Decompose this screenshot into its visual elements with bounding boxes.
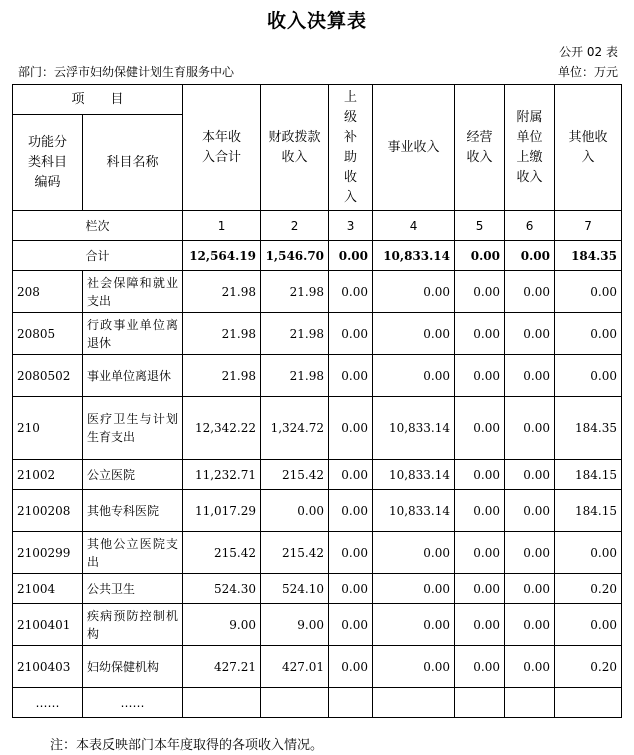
row-value: 0.00 <box>555 313 622 355</box>
row-value: 10,833.14 <box>373 460 455 490</box>
total-label: 合计 <box>13 241 183 271</box>
col-header-operating-text: 经营收入 <box>466 129 493 165</box>
row-name: 公立医院 <box>83 460 183 490</box>
total-cell: 0.00 <box>455 241 505 271</box>
row-value: 0.00 <box>505 397 555 460</box>
row-value: 0.20 <box>555 574 622 604</box>
income-table <box>12 84 622 718</box>
row-value: 0.00 <box>555 271 622 313</box>
seq-cell: 5 <box>455 211 505 241</box>
col-header-other-text: 其他收入 <box>568 129 608 165</box>
col-header-fiscal <box>261 85 329 211</box>
row-value: 0.20 <box>555 646 622 688</box>
row-value: 0.00 <box>505 460 555 490</box>
row-value: 21.98 <box>183 271 261 313</box>
form-code: 公开 02 表 <box>559 45 618 59</box>
empty-cell <box>505 688 555 718</box>
row-value: 524.10 <box>261 574 329 604</box>
row-name: 社会保障和就业支出 <box>83 271 183 313</box>
total-cell: 12,564.19 <box>183 241 261 271</box>
row-value: 11,017.29 <box>183 490 261 532</box>
row-value: 0.00 <box>373 355 455 397</box>
row-value: 184.35 <box>555 397 622 460</box>
row-value: 0.00 <box>505 646 555 688</box>
row-value: 0.00 <box>329 532 373 574</box>
row-value: 0.00 <box>505 574 555 604</box>
row-value: 0.00 <box>329 490 373 532</box>
row-name: 其他公立医院支出 <box>83 532 183 574</box>
row-value: 0.00 <box>329 313 373 355</box>
seq-cell: 6 <box>505 211 555 241</box>
row-value: 0.00 <box>505 490 555 532</box>
row-value: 9.00 <box>261 604 329 646</box>
row-code: 208 <box>13 271 83 313</box>
row-value: 0.00 <box>505 604 555 646</box>
seq-cell: 3 <box>329 211 373 241</box>
item-header: 项 目 <box>13 85 183 115</box>
row-value: 12,342.22 <box>183 397 261 460</box>
total-cell: 184.35 <box>555 241 622 271</box>
row-name: 其他专科医院 <box>83 490 183 532</box>
row-value: 0.00 <box>261 490 329 532</box>
col-header-operating <box>455 85 505 211</box>
row-value: 427.21 <box>183 646 261 688</box>
row-code: 21002 <box>13 460 83 490</box>
table-row <box>13 604 622 646</box>
row-value: 215.42 <box>261 532 329 574</box>
func-code-header-text: 功能分类科目编码 <box>27 134 67 190</box>
row-value: 11,232.71 <box>183 460 261 490</box>
row-value: 0.00 <box>455 532 505 574</box>
row-value: 0.00 <box>329 397 373 460</box>
seq-cell: 2 <box>261 211 329 241</box>
empty-cell <box>329 688 373 718</box>
empty-cell <box>373 688 455 718</box>
row-value: 0.00 <box>455 313 505 355</box>
footnote: 注：本表反映部门本年度取得的各项收入情况。 <box>50 738 324 753</box>
row-code: 21004 <box>13 574 83 604</box>
row-value: 0.00 <box>455 355 505 397</box>
row-value: 0.00 <box>555 604 622 646</box>
seq-cell: 4 <box>373 211 455 241</box>
row-value: 10,833.14 <box>373 397 455 460</box>
empty-cell <box>261 688 329 718</box>
row-value: 215.42 <box>261 460 329 490</box>
row-value: 21.98 <box>183 355 261 397</box>
row-value: 21.98 <box>261 355 329 397</box>
seq-label: 栏次 <box>13 211 183 241</box>
department-label: 部门：云浮市妇幼保健计划生育服务中心 <box>18 65 235 79</box>
row-name: 医疗卫生与计划生育支出 <box>83 397 183 460</box>
col-header-other <box>555 85 622 211</box>
col-header-business-text: 事业收入 <box>387 139 440 155</box>
row-value: 0.00 <box>329 355 373 397</box>
row-value: 1,324.72 <box>261 397 329 460</box>
col-header-total <box>183 85 261 211</box>
row-value: 21.98 <box>183 313 261 355</box>
row-value: 0.00 <box>505 532 555 574</box>
col-header-affiliated-text: 附属单位上缴收入 <box>516 109 543 185</box>
row-value: 0.00 <box>329 574 373 604</box>
row-value: 0.00 <box>329 646 373 688</box>
row-value: 0.00 <box>505 271 555 313</box>
row-value: 0.00 <box>455 271 505 313</box>
row-value: 184.15 <box>555 460 622 490</box>
row-value: 0.00 <box>329 460 373 490</box>
row-value: 524.30 <box>183 574 261 604</box>
row-value: 427.01 <box>261 646 329 688</box>
row-value: 0.00 <box>455 460 505 490</box>
row-value: 0.00 <box>555 532 622 574</box>
table-row <box>13 460 622 490</box>
unit-label: 单位：万元 <box>557 65 618 79</box>
empty-cell <box>183 688 261 718</box>
row-code: 210 <box>13 397 83 460</box>
table-row <box>13 355 622 397</box>
row-value: 0.00 <box>455 397 505 460</box>
row-name: 行政事业单位离退休 <box>83 313 183 355</box>
table-row <box>13 271 622 313</box>
row-name: 事业单位离退休 <box>83 355 183 397</box>
col-header-superior-text: 上级补助收入 <box>344 89 358 205</box>
row-code: 2080502 <box>13 355 83 397</box>
row-name: 疾病预防控制机构 <box>83 604 183 646</box>
total-cell: 0.00 <box>329 241 373 271</box>
empty-cell <box>555 688 622 718</box>
func-code-header <box>13 115 83 211</box>
row-value: 0.00 <box>505 355 555 397</box>
col-header-superior <box>329 85 373 211</box>
row-value: 0.00 <box>373 532 455 574</box>
col-header-fiscal-text: 财政拨款收入 <box>268 129 321 165</box>
row-value: 0.00 <box>329 271 373 313</box>
total-cell: 1,546.70 <box>261 241 329 271</box>
row-value: 0.00 <box>329 604 373 646</box>
row-value: 21.98 <box>261 313 329 355</box>
row-code: 2100299 <box>13 532 83 574</box>
empty-cell <box>455 688 505 718</box>
row-value: 9.00 <box>183 604 261 646</box>
row-value: 0.00 <box>373 313 455 355</box>
ellipsis-row <box>13 688 622 718</box>
row-value: 10,833.14 <box>373 490 455 532</box>
table-title: 收入决算表 <box>266 10 367 32</box>
row-value: 0.00 <box>505 313 555 355</box>
ellipsis-name: …… <box>83 688 183 718</box>
row-value: 215.42 <box>183 532 261 574</box>
table-row <box>13 532 622 574</box>
col-header-affiliated <box>505 85 555 211</box>
row-name: 公共卫生 <box>83 574 183 604</box>
row-value: 0.00 <box>455 646 505 688</box>
total-cell: 10,833.14 <box>373 241 455 271</box>
seq-cell: 7 <box>555 211 622 241</box>
row-value: 184.15 <box>555 490 622 532</box>
row-code: 2100208 <box>13 490 83 532</box>
row-value: 0.00 <box>455 490 505 532</box>
total-cell: 0.00 <box>505 241 555 271</box>
row-value: 0.00 <box>555 355 622 397</box>
row-name: 妇幼保健机构 <box>83 646 183 688</box>
seq-cell: 1 <box>183 211 261 241</box>
table-row <box>13 490 622 532</box>
table-row <box>13 313 622 355</box>
row-code: 2100403 <box>13 646 83 688</box>
row-value: 0.00 <box>373 271 455 313</box>
row-value: 0.00 <box>373 574 455 604</box>
col-header-business <box>373 85 455 211</box>
table-row <box>13 397 622 460</box>
row-value: 0.00 <box>373 646 455 688</box>
row-value: 21.98 <box>261 271 329 313</box>
row-value: 0.00 <box>455 604 505 646</box>
table-row <box>13 646 622 688</box>
col-header-total-text: 本年收入合计 <box>202 129 242 165</box>
row-code: 2100401 <box>13 604 83 646</box>
ellipsis-code: …… <box>13 688 83 718</box>
row-code: 20805 <box>13 313 83 355</box>
item-name-header: 科目名称 <box>83 115 183 211</box>
table-row <box>13 574 622 604</box>
row-value: 0.00 <box>455 574 505 604</box>
row-value: 0.00 <box>373 604 455 646</box>
